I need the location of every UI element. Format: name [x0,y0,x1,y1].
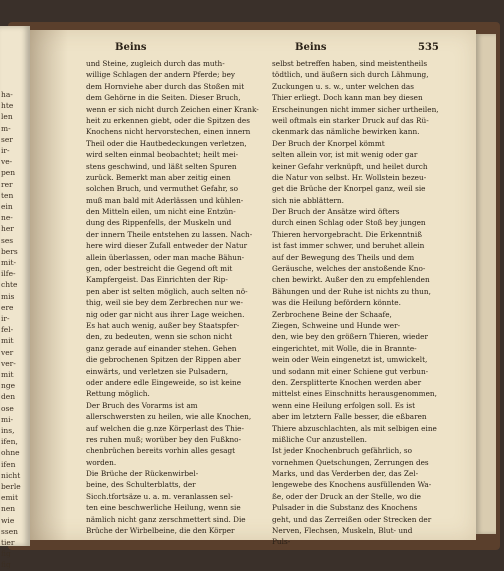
left-page-fragment: ir- [1,314,10,323]
text-line: pen aber ist selten möglich, auch selten nö- [86,286,248,296]
text-line: Zerbrochene Beine der Schaafe, [272,309,392,319]
left-page-fragment: nen [1,504,16,514]
page-number: 535 [418,42,439,53]
text-line: die gebrochenen Spitzen der Rippen aber [86,355,241,365]
text-line: geht, und das Zerreißen oder Strecken der [272,514,432,524]
left-page-fragment: ein [1,202,13,211]
text-line: dem Gehörne in die Seiten. Dieser Bruch, [86,93,241,103]
running-header-left: Beins [115,42,147,53]
left-page-fragment: fig [1,549,11,559]
text-line: heit zu erkennen giebt, oder die Spitzen des [86,115,250,125]
left-page-fragment: fig [1,560,11,570]
text-line: beine, des Schulterblatts, der [86,480,196,490]
text-line: Theil oder die Hautbedeckungen verletzen, [86,138,247,148]
text-column-left [86,58,259,536]
text-line: Sicch.tfortsäze u. a. m. veranlassen sel- [86,491,233,501]
left-page-fragment: mis [1,291,15,301]
left-page-fragment: emit [1,493,18,503]
text-line: zurück. Bemerkt man aber zeitig einen [86,172,231,182]
text-line: einwärts, und verletzen sie Pulsadern, [86,366,229,376]
text-line: Puls- [272,537,291,547]
left-page-fragment: mit- [1,258,17,267]
text-line: Die Brüche der Rückenwirbel- [86,469,199,479]
left-page-fragment: hte [1,101,14,111]
text-line: selbst betreffen haben, sind meistentheils [272,59,428,68]
text-line: Erscheinungen nicht immer sicher urtheilen, [272,104,439,114]
text-line: selten allein vor, ist mit wenig oder gar [272,150,418,160]
text-line: wird selten einmal beobachtet; heilt mei- [86,150,239,160]
text-line: ckenmark das nämliche bewirken kann. [272,127,420,137]
left-page-fragment: den [1,392,16,402]
left-page-fragment: ir- [1,146,10,155]
left-page-fragment: ins, [1,426,15,435]
left-page-fragment: ose [1,403,14,413]
text-line: den Mitteln eilen, um nicht eine Entzün- [86,207,236,217]
text-line: Es hat auch wenig, außer bey Staatspfer- [86,320,240,330]
text-line: res ruhen muß; worüber bey den Fußkno- [86,434,242,444]
text-line: keiner Gefahr verknüpft, und heilet durch [272,161,428,171]
text-line: Bähungen und der Ruhe ist nichts zu thun, [272,286,431,296]
left-page-fragment: mi- [1,414,14,424]
text-line: sich nie abblättern. [272,195,344,205]
left-page-fragment: ne- [1,213,13,223]
text-line: Der Bruch der Ansätze wird öfters [272,207,400,217]
text-column-right [272,58,440,548]
text-line: get die Brüche der Knorpel ganz, weil sie [272,184,426,194]
page-edges [476,34,496,534]
running-header-center: Beins [295,42,327,53]
text-line: wein oder Wein eingenetzt ist, umwickelt, [272,355,428,365]
left-page-fragment: ifen, [1,437,18,447]
text-line: Der Bruch des Vorarms ist am [86,400,198,410]
text-line: tödtlich, und äußern sich durch Lähmung, [272,70,429,80]
text-line: Zuckungen u. s. w., unter welchen das [272,81,414,91]
text-line: ten eine beschwerliche Heilung, wenn sie [86,503,241,513]
text-line: ße, oder der Druck an der Stelle, wo die [272,491,422,501]
left-page-fragment: her [1,224,14,234]
text-line: Thiere abzuschlachten, als mit selbigen eine [272,423,437,433]
text-line: chen bewirkt. Außer den zu empfehlenden [272,275,430,285]
text-line: aber im letztern Falle besser, die eßbaren [272,412,427,422]
text-line: Marks, und das Verderben der, das Zel- [272,469,419,479]
spine-shadow [30,30,68,540]
text-line: und sodann mit einer Schiene gut verbun- [272,366,429,376]
left-page-fragment: nge [1,381,16,391]
left-page-fragment: mit [1,336,14,346]
text-line: Ist jeder Knochenbruch gefährlich, so [272,446,413,456]
text-line: gen, oder bestreicht die Gegend oft mit [86,264,233,274]
text-line: dung des Rippenfells, der Muskeln und [86,218,232,228]
text-line: oder andere edle Eingeweide, so ist keine [86,377,242,387]
left-page-fragment: ohne [1,448,20,458]
text-line: nämlich nicht ganz zerschmettert sind. Die [86,514,246,524]
left-page-fragment: mit [1,370,14,379]
left-page-fragment: pen [1,168,16,178]
left-page-fragment: ha- [1,90,13,99]
left-page-fragment: wie [1,515,15,525]
text-line: durch einen Schlag oder Stoß bey jungen [272,218,426,228]
left-page-fragment: tier [1,538,15,547]
text-line: Pulsader in die Substanz des Knochens [272,503,418,513]
text-line: Knochens nicht hervorstechen, einen innern [86,127,251,137]
text-line: Rettung möglich. [86,389,150,399]
text-line: allerschwersten zu heilen, wie alle Knochen, [86,412,252,422]
text-line: willige Schlagen der andern Pferde; bey [86,70,236,80]
text-line: solchen Bruch, und vermuthet Gefahr, so [86,184,239,194]
text-line: thig, weil sie bey dem Zerbrechen nur we- [86,298,243,308]
left-page-fragment: nicht [1,470,21,480]
text-line: Ziegen, Schweine und Hunde wer- [272,320,401,330]
text-line: Geräusche, welches der anstoßende Kno- [272,264,426,274]
text-line: der innern Theile entstehen zu lassen. Nach- [86,229,253,239]
text-line: worden. [86,457,117,467]
left-page-fragment: ifen [1,459,16,469]
text-line: nig oder gar nicht aus ihrer Lage weichen. [86,309,245,319]
text-line: allein überlassen, oder man mache Bähun- [86,252,245,262]
text-line: Thieren hervorgebracht. Die Erkenntniß [272,229,423,239]
left-page-fragment: len [1,112,13,122]
left-page-fragment: ten [1,190,14,200]
text-line: Nerven, Flechsen, Muskeln, Blut- und [272,526,413,536]
text-line: Brüche der Wirbelbeine, die den Körper [86,526,235,536]
text-line: Der Bruch der Knorpel kömmt [272,138,385,148]
left-page-fragment: berle [1,482,21,491]
left-page-fragment: ses [1,235,14,245]
text-line: den, zu bedeuten, wenn sie schon nicht [86,332,233,342]
left-page-fragment: ser [1,134,13,144]
text-line: den, wie bey den größern Thieren, wieder [272,332,428,342]
left-page-fragment: ver [1,347,14,357]
left-page-fragment: rer [1,179,13,189]
text-line: dem Hornviehe aber durch das Stoßen mit [86,81,245,91]
text-line: auf welchen die g.nze Körperlast des Thie- [86,423,244,433]
text-line: auf der Bewegung des Theils und dem [272,252,415,262]
text-line: wenn eine Heilung erfolgen soll. Es ist [272,400,416,410]
left-page-fragment: ve- [1,157,13,167]
left-page-fragment: ver- [1,358,16,368]
text-line: den. Zersplitterte Knochen werden aber [272,377,422,387]
left-page-fragment: ilfe- [1,269,16,279]
text-line: ganz gerade auf einander stehen. Gehen [86,343,237,353]
text-line: Kampfergeist. Das Einrichten der Rip- [86,275,228,285]
text-line: Thier erliegt. Doch kann man bey diesen [272,93,423,103]
text-line: weil oftmals ein starker Druck auf das Rü- [272,115,429,125]
left-page-fragment: m- [1,123,11,133]
text-line: stens geschwind, und läßt selten Spuren [86,161,237,171]
text-line: muß man bald mit Aderlässen und kühlen- [86,195,244,205]
text-line: chenbrüchen bereits vorhin alles gesagt [86,446,236,456]
text-line: die Natur von selbst. Hr. Wollstein bezeu- [272,172,427,182]
left-page-fragment: fel- [1,325,14,335]
text-line: was die Heilung befördern könnte. [272,298,401,308]
left-page-fragment: ssen [1,526,18,536]
text-line: ist fast immer schwer, und beruhet allein [272,241,425,251]
left-page-fragment: bers [1,246,18,256]
text-line: here wird dieser Zufall entweder der Natur [86,241,248,251]
left-page-edge [0,26,30,570]
text-line: vornehmen Quetschungen, Zerrungen des [272,457,429,467]
text-line: und Steine, zugleich durch das muth- [86,59,225,68]
text-line: eingerichtet, mit Wolle, die in Brannte- [272,343,417,353]
text-line: wenn er sich nicht durch Zeichen einer Krank- [86,104,259,114]
left-page-fragment: ere [1,302,14,312]
text-line: lengewebe des Knochens ausfüllenden Wa- [272,480,432,490]
left-page-fragment: chte [1,280,18,290]
text-line: mißliche Cur anzustellen. [272,434,367,444]
text-line: mittelst eines Einschnitts herausgenommen, [272,389,437,399]
